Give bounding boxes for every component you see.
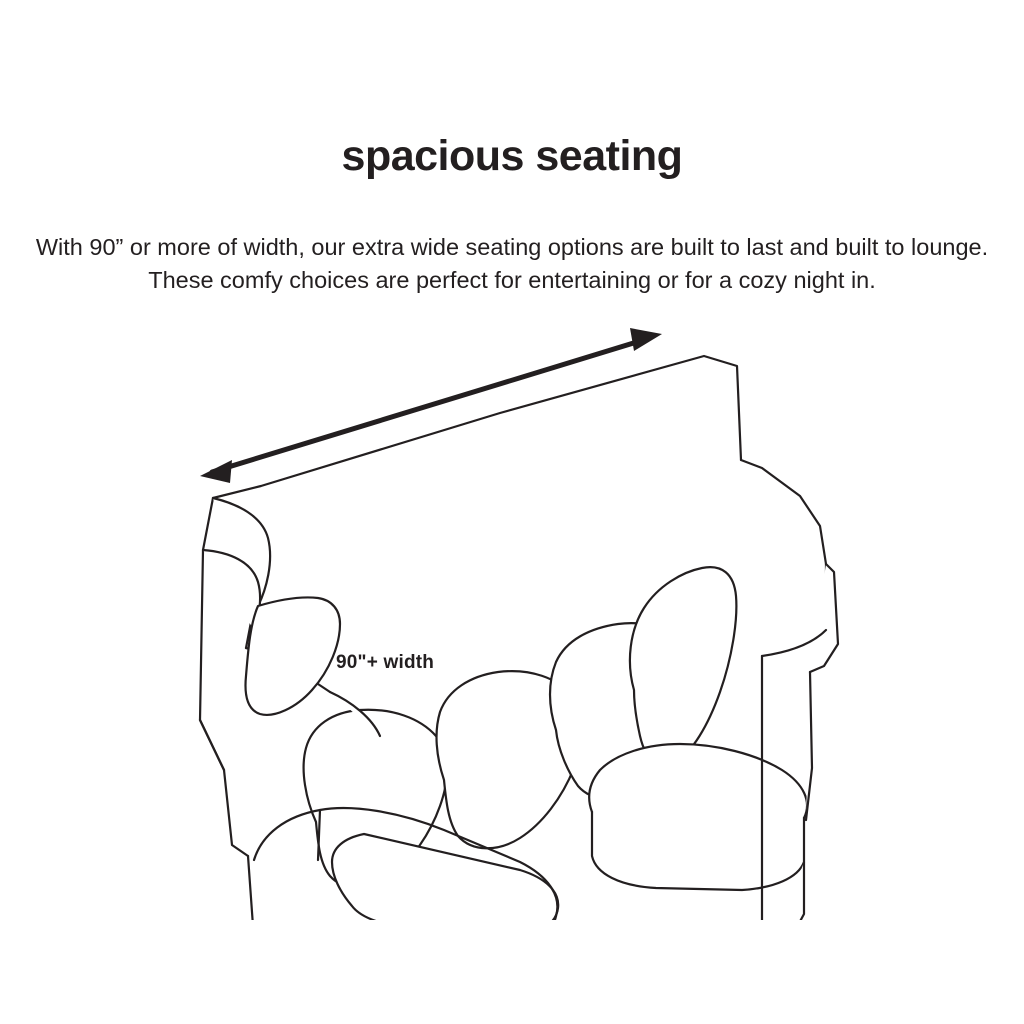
description-text	[0, 231, 1024, 298]
arrow-head-left	[200, 460, 232, 483]
description-line-2: These comfy choices are perfect for entertaining or for a cozy night in.	[148, 267, 876, 294]
arrow-head-right	[630, 328, 662, 351]
page-title: spacious seating	[341, 132, 683, 180]
dimension-label: 90"+ width	[336, 652, 435, 673]
description-line-1: With 90” or more of width, our extra wide seating options are built to last and built to lounge.	[35, 234, 989, 261]
sofa-diagram	[0, 300, 1024, 920]
sofa-illustration-svg	[0, 300, 1024, 920]
